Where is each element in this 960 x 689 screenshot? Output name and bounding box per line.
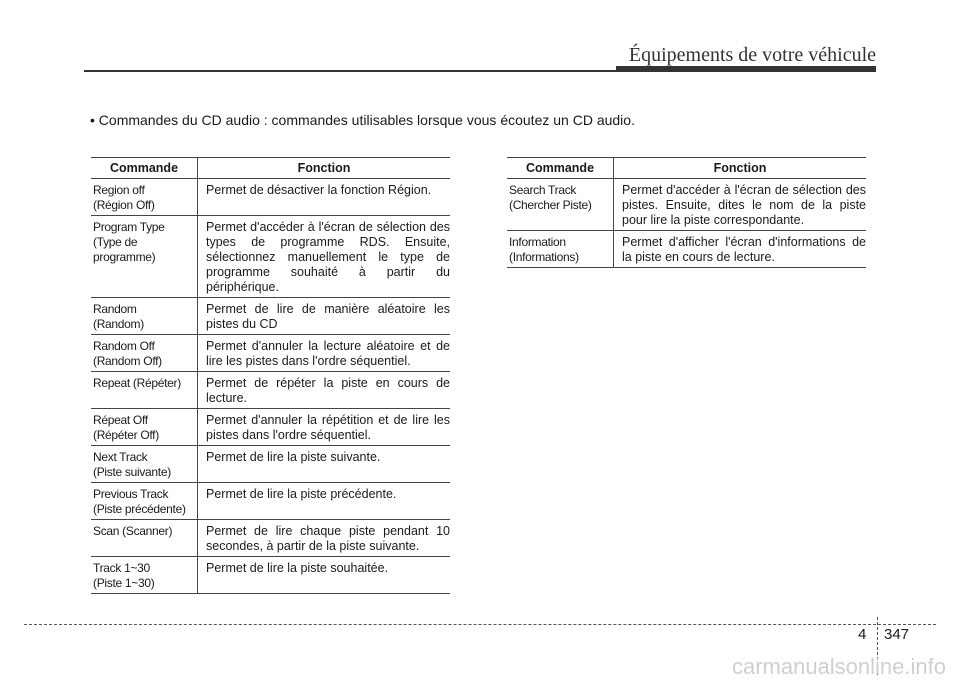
- function-cell: Permet d'accéder à l'écran de sélection des pistes. Ensuite, dites le nom de la piste pour lire la piste correspondante.: [614, 179, 867, 231]
- function-cell: Permet d'annuler la lecture aléatoire et de lire les pistes dans l'ordre séquentiel.: [198, 335, 451, 372]
- command-cell: Repeat (Répéter): [91, 372, 198, 409]
- table-row: [91, 335, 450, 372]
- command-cell: Search Track (Chercher Piste): [507, 179, 614, 231]
- right-command-table: [507, 157, 866, 268]
- table-row: [91, 372, 450, 409]
- table-row: [91, 179, 450, 216]
- intro-text: • Commandes du CD audio : commandes utilisables lorsque vous écoutez un CD audio.: [90, 112, 635, 128]
- function-cell: Permet de lire chaque piste pendant 10 secondes, à partir de la piste suivante.: [198, 520, 451, 557]
- function-cell: Permet de lire de manière aléatoire les pistes du CD: [198, 298, 451, 335]
- page-number: 347: [884, 626, 910, 643]
- left-command-table: [91, 157, 450, 594]
- function-cell: Permet de lire la piste précédente.: [198, 483, 451, 520]
- table-row: [91, 298, 450, 335]
- command-cell: Random (Random): [91, 298, 198, 335]
- function-cell: Permet d'annuler la répétition et de lire les pistes dans l'ordre séquentiel.: [198, 409, 451, 446]
- function-cell: Permet d'accéder à l'écran de sélection des types de programme RDS. Ensuite, sélectionnez manuellement le type de programme souhaité à partir du périphérique.: [198, 216, 451, 298]
- function-cell: Permet de désactiver la fonction Région.: [198, 179, 451, 216]
- watermark: carmanualsonline.info: [731, 654, 946, 679]
- table-row: [91, 557, 450, 594]
- page-header-title: Équipements de votre véhicule: [628, 44, 876, 66]
- function-cell: Permet d'afficher l'écran d'informations de la piste en cours de lecture.: [614, 231, 867, 268]
- function-cell: Permet de répéter la piste en cours de lecture.: [198, 372, 451, 409]
- command-cell: Track 1~30 (Piste 1~30): [91, 557, 198, 594]
- function-cell: Permet de lire la piste suivante.: [198, 446, 451, 483]
- table-row: [507, 179, 866, 231]
- column-header-function: Fonction: [614, 158, 867, 179]
- chapter-number: 4: [858, 626, 867, 643]
- command-cell: Program Type (Type de programme): [91, 216, 198, 298]
- table-header-row: [507, 158, 866, 179]
- footer-dashed-line: [24, 624, 936, 625]
- table-row: [91, 483, 450, 520]
- header-bar: [616, 66, 876, 71]
- command-cell: Random Off (Random Off): [91, 335, 198, 372]
- command-cell: Previous Track (Piste précédente): [91, 483, 198, 520]
- command-cell: Information (Informations): [507, 231, 614, 268]
- command-cell: Region off (Région Off): [91, 179, 198, 216]
- function-cell: Permet de lire la piste souhaitée.: [198, 557, 451, 594]
- column-header-command: Commande: [91, 158, 198, 179]
- command-cell: Répeat Off (Répéter Off): [91, 409, 198, 446]
- column-header-function: Fonction: [198, 158, 451, 179]
- table-row: [91, 446, 450, 483]
- column-header-command: Commande: [507, 158, 614, 179]
- table-row: [507, 231, 866, 268]
- table-row: [91, 520, 450, 557]
- command-cell: Scan (Scanner): [91, 520, 198, 557]
- table-row: [91, 216, 450, 298]
- table-row: [91, 409, 450, 446]
- table-header-row: [91, 158, 450, 179]
- command-cell: Next Track (Piste suivante): [91, 446, 198, 483]
